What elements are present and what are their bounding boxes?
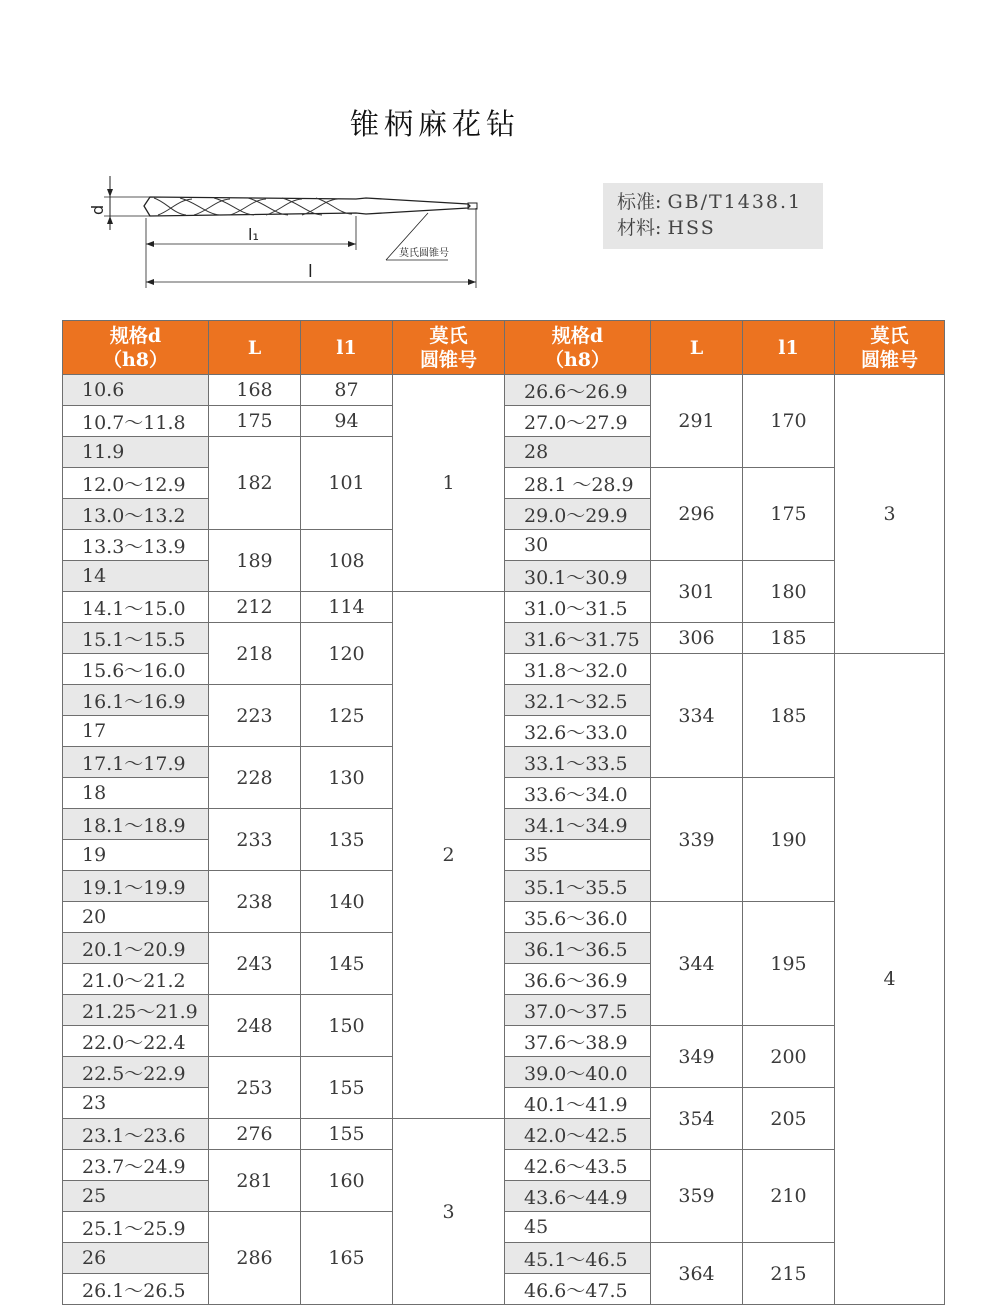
flute-length-cell: 190 (743, 778, 835, 902)
flute-length-cell: 175 (743, 468, 835, 561)
flute-length-cell: 108 (301, 530, 393, 592)
flute-length-cell: 215 (743, 1243, 835, 1305)
spec-cell: 31.6～31.75 (505, 623, 651, 654)
spec-cell: 23 (63, 1088, 209, 1119)
spec-cell: 13.3～13.9 (63, 530, 209, 561)
flute-length-cell: 135 (301, 809, 393, 871)
flute-length-cell: 170 (743, 375, 835, 468)
length-cell: 233 (209, 809, 301, 871)
spec-cell: 25.1～25.9 (63, 1212, 209, 1243)
spec-cell: 20 (63, 902, 209, 933)
flute-lines (154, 198, 352, 215)
spec-cell: 14 (63, 561, 209, 592)
spec-cell: 35.6～36.0 (505, 902, 651, 933)
spec-cell: 22.5～22.9 (63, 1057, 209, 1088)
standard-line (617, 189, 823, 215)
spec-cell: 35.1～35.5 (505, 871, 651, 902)
material-label: 材料: (617, 217, 662, 239)
spec-cell: 17 (63, 716, 209, 747)
flute-length-cell: 160 (301, 1150, 393, 1212)
header-spec-left: 规格d （h8） (63, 321, 209, 375)
length-cell: 339 (651, 778, 743, 902)
spec-cell: 37.6～38.9 (505, 1026, 651, 1057)
spec-cell: 40.1～41.9 (505, 1088, 651, 1119)
length-cell: 291 (651, 375, 743, 468)
spec-cell: 28 (505, 437, 651, 468)
spec-cell: 21.25～21.9 (63, 995, 209, 1026)
spec-cell: 19.1～19.9 (63, 871, 209, 902)
flute-length-cell: 210 (743, 1150, 835, 1243)
spec-cell: 23.7～24.9 (63, 1150, 209, 1181)
spec-cell: 21.0～21.2 (63, 964, 209, 995)
length-cell: 223 (209, 685, 301, 747)
spec-cell: 26 (63, 1243, 209, 1274)
spec-cell: 18.1～18.9 (63, 809, 209, 840)
spec-cell: 19 (63, 840, 209, 871)
drill-diagram (88, 168, 488, 292)
spec-cell: 30.1～30.9 (505, 561, 651, 592)
length-cell: 175 (209, 406, 301, 437)
length-cell: 364 (651, 1243, 743, 1305)
spec-cell: 12.0～12.9 (63, 468, 209, 499)
flute-length-cell: 155 (301, 1119, 393, 1150)
header-spec-right: 规格d （h8） (505, 321, 651, 375)
spec-cell: 13.0～13.2 (63, 499, 209, 530)
l1-label: l₁ (248, 225, 259, 244)
taper-cell: 3 (393, 1119, 505, 1305)
spec-cell: 42.6～43.5 (505, 1150, 651, 1181)
spec-cell: 31.8～32.0 (505, 654, 651, 685)
flute-length-cell: 185 (743, 654, 835, 778)
flute-length-cell: 155 (301, 1057, 393, 1119)
spec-cell: 15.6～16.0 (63, 654, 209, 685)
spec-cell: 45.1～46.5 (505, 1243, 651, 1274)
length-cell: 354 (651, 1088, 743, 1150)
length-cell: 286 (209, 1212, 301, 1305)
spec-cell: 18 (63, 778, 209, 809)
spec-cell: 20.1～20.9 (63, 933, 209, 964)
flute-length-cell: 205 (743, 1088, 835, 1150)
spec-cell: 36.6～36.9 (505, 964, 651, 995)
spec-cell: 29.0～29.9 (505, 499, 651, 530)
spec-cell: 42.0～42.5 (505, 1119, 651, 1150)
spec-cell: 31.0～31.5 (505, 592, 651, 623)
length-cell: 189 (209, 530, 301, 592)
standard-value: GB/T1438.1 (667, 191, 803, 213)
spec-cell: 14.1～15.0 (63, 592, 209, 623)
length-cell: 228 (209, 747, 301, 809)
spec-cell: 46.6～47.5 (505, 1274, 651, 1305)
spec-cell: 25 (63, 1181, 209, 1212)
material-line (617, 215, 823, 241)
spec-cell: 16.1～16.9 (63, 685, 209, 716)
flute-length-cell: 195 (743, 902, 835, 1026)
spec-cell: 11.9 (63, 437, 209, 468)
flute-length-cell: 101 (301, 437, 393, 530)
spec-cell: 33.6～34.0 (505, 778, 651, 809)
header-taper-left: 莫氏 圆锥号 (393, 321, 505, 375)
taper-cell: 3 (835, 375, 945, 654)
material-value: HSS (667, 217, 716, 239)
drill-spec-table (62, 320, 945, 1305)
flute-length-cell: 94 (301, 406, 393, 437)
length-cell: 248 (209, 995, 301, 1057)
spec-cell: 39.0～40.0 (505, 1057, 651, 1088)
flute-length-cell: 145 (301, 933, 393, 995)
spec-cell: 17.1～17.9 (63, 747, 209, 778)
flute-length-cell: 150 (301, 995, 393, 1057)
length-cell: 349 (651, 1026, 743, 1088)
length-cell: 182 (209, 437, 301, 530)
l-label: l (308, 262, 313, 282)
length-cell: 253 (209, 1057, 301, 1119)
page-title: 锥柄麻花钻 (350, 107, 521, 141)
spec-cell: 10.6 (63, 375, 209, 406)
spec-cell: 27.0～27.9 (505, 406, 651, 437)
length-cell: 344 (651, 902, 743, 1026)
spec-cell: 23.1～23.6 (63, 1119, 209, 1150)
table-body (63, 375, 945, 1305)
spec-cell: 22.0～22.4 (63, 1026, 209, 1057)
spec-cell: 45 (505, 1212, 651, 1243)
flute-length-cell: 125 (301, 685, 393, 747)
spec-box (603, 183, 823, 249)
taper-cell: 2 (393, 592, 505, 1119)
spec-cell: 36.1～36.5 (505, 933, 651, 964)
header-taper-right: 莫氏 圆锥号 (835, 321, 945, 375)
header-L-right: L (651, 321, 743, 375)
d-label: d (88, 204, 107, 215)
flute-length-cell: 130 (301, 747, 393, 809)
spec-cell: 28.1 ～28.9 (505, 468, 651, 499)
spec-cell: 43.6～44.9 (505, 1181, 651, 1212)
flute-length-cell: 87 (301, 375, 393, 406)
taper-cell: 1 (393, 375, 505, 592)
flute-length-cell: 120 (301, 623, 393, 685)
spec-cell: 33.1～33.5 (505, 747, 651, 778)
spec-cell: 34.1～34.9 (505, 809, 651, 840)
length-cell: 281 (209, 1150, 301, 1212)
flute-length-cell: 180 (743, 561, 835, 623)
standard-label: 标准: (617, 191, 662, 213)
flute-length-cell: 185 (743, 623, 835, 654)
spec-cell: 35 (505, 840, 651, 871)
spec-cell: 32.6～33.0 (505, 716, 651, 747)
spec-cell: 37.0～37.5 (505, 995, 651, 1026)
table-header-row (63, 321, 945, 375)
spec-cell: 15.1～15.5 (63, 623, 209, 654)
length-cell: 359 (651, 1150, 743, 1243)
length-cell: 334 (651, 654, 743, 778)
header-L-left: L (209, 321, 301, 375)
length-cell: 212 (209, 592, 301, 623)
flute-length-cell: 140 (301, 871, 393, 933)
spec-cell: 10.7～11.8 (63, 406, 209, 437)
header-l1-right: l1 (743, 321, 835, 375)
length-cell: 306 (651, 623, 743, 654)
header-l1-left: l1 (301, 321, 393, 375)
length-cell: 296 (651, 468, 743, 561)
taper-cell: 4 (835, 654, 945, 1305)
spec-cell: 32.1～32.5 (505, 685, 651, 716)
flute-length-cell: 114 (301, 592, 393, 623)
flute-length-cell: 165 (301, 1212, 393, 1305)
length-cell: 238 (209, 871, 301, 933)
spec-cell: 26.6～26.9 (505, 375, 651, 406)
flute-length-cell: 200 (743, 1026, 835, 1088)
length-cell: 243 (209, 933, 301, 995)
length-cell: 168 (209, 375, 301, 406)
length-cell: 218 (209, 623, 301, 685)
spec-cell: 26.1～26.5 (63, 1274, 209, 1305)
length-cell: 301 (651, 561, 743, 623)
table-row (63, 375, 945, 406)
spec-cell: 30 (505, 530, 651, 561)
taper-label: 莫氏圆锥号 (399, 248, 449, 259)
length-cell: 276 (209, 1119, 301, 1150)
